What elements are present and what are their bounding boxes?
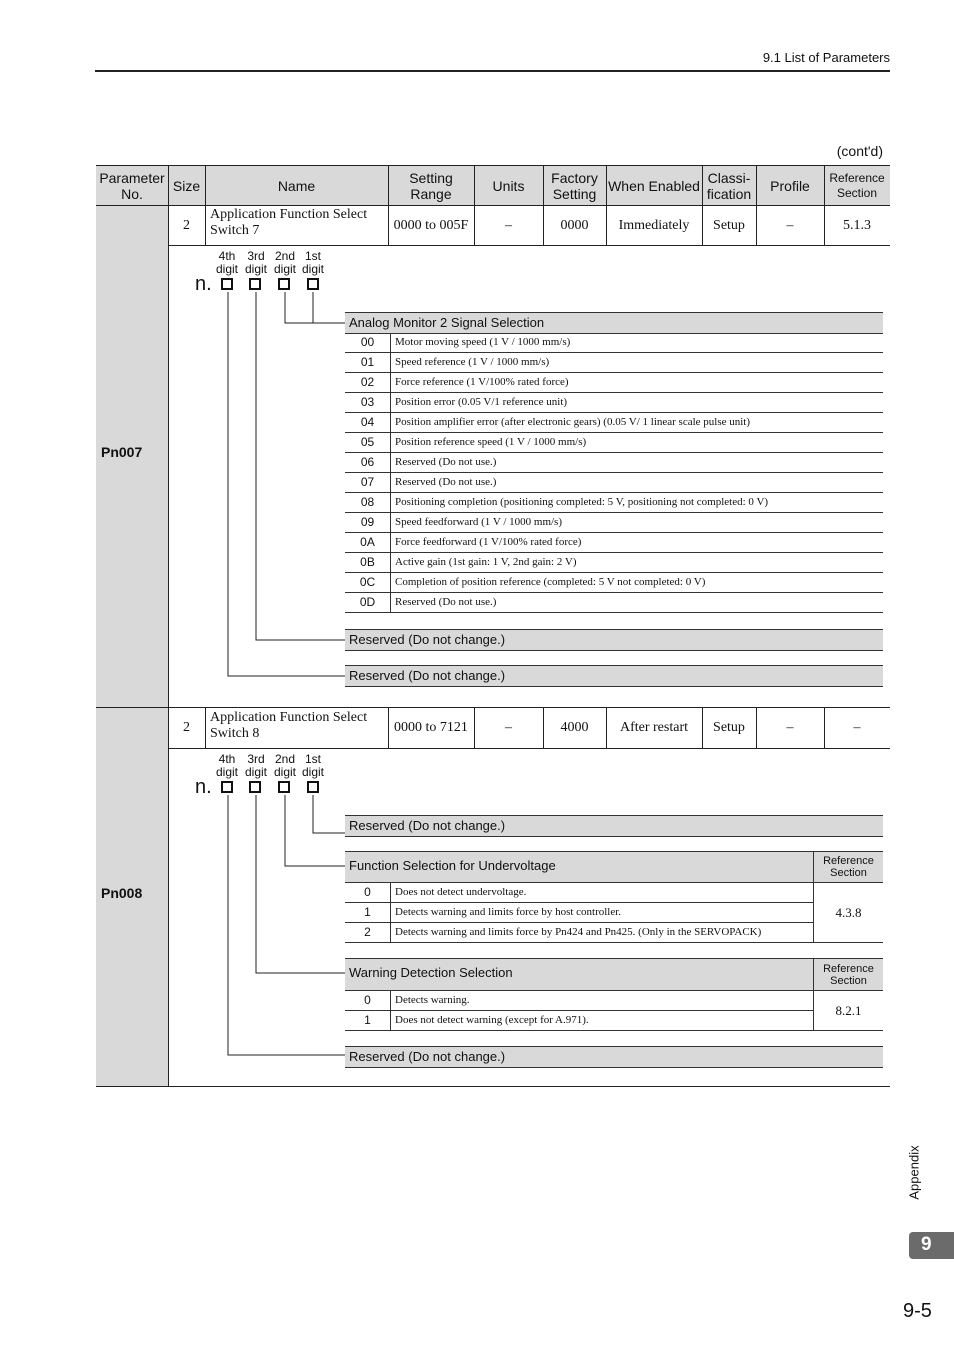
- option-code: 0: [364, 885, 371, 899]
- wd-ref-label: Reference Section: [823, 962, 874, 987]
- uv-bottom-rule: [813, 942, 883, 943]
- option-description: Speed reference (1 V / 1000 mm/s): [395, 356, 550, 368]
- contd-label: (cont'd): [836, 143, 883, 159]
- option-description: Detects warning and limits force by host controller.: [395, 906, 622, 918]
- wd-ref: 8.2.1: [835, 1003, 862, 1018]
- option-description: Detects warning and limits force by Pn424 and Pn425. (Only in the SERVOPACK): [395, 926, 762, 938]
- option-code: 1: [364, 905, 371, 919]
- uv-ref-label: Reference Section: [823, 855, 874, 879]
- uv-ref: 4.3.8: [835, 905, 862, 920]
- option-description: Reserved (Do not use.): [395, 596, 497, 608]
- pn008-ref: –: [853, 720, 861, 735]
- option-code: 0B: [360, 555, 375, 569]
- col-setting-range: Setting Range: [409, 169, 453, 202]
- pn008-size: 2: [183, 720, 190, 735]
- option-divider: [390, 923, 391, 942]
- option-description: Active gain (1st gain: 1 V, 2nd gain: 2 V): [395, 556, 577, 568]
- digit-label-2nd: 2nd digit: [273, 249, 296, 276]
- pn007-size: 2: [183, 217, 190, 233]
- pn008-class: Setup: [713, 720, 745, 735]
- option-code: 0C: [359, 575, 376, 589]
- option-code: 09: [360, 515, 375, 529]
- pn007-reserved-4th: Reserved (Do not change.): [345, 665, 883, 687]
- col-name: Name: [277, 177, 316, 194]
- pn008-factory: 4000: [560, 720, 589, 735]
- option-code: 0A: [360, 535, 375, 549]
- pn008-range: 0000 to 7121: [394, 720, 468, 735]
- option-description: Completion of position reference (completed: 5 V not completed: 0 V): [395, 576, 706, 588]
- pn007-ref: 5.1.3: [843, 217, 871, 233]
- option-description: Position error (0.05 V/1 reference unit): [395, 396, 568, 408]
- option-code: 06: [360, 455, 375, 469]
- option-code: 0: [364, 993, 371, 1007]
- appendix-tab-label: Appendix: [906, 1145, 922, 1200]
- chapter-number: 9: [921, 1234, 932, 1255]
- option-description: Motor moving speed (1 V / 1000 mm/s): [395, 336, 571, 348]
- pn008-profile: –: [786, 720, 794, 735]
- option-code: 01: [360, 355, 375, 369]
- option-description: Positioning completion (positioning completed: 5 V, positioning not completed: 0 V): [395, 496, 769, 508]
- col-classification: Classi- fication: [706, 169, 752, 202]
- chapter-badge: [909, 1232, 954, 1259]
- option-description: Position reference speed (1 V / 1000 mm/s): [395, 436, 587, 448]
- option-description: Does not detect warning (except for A.971).: [395, 1014, 589, 1026]
- option-divider: [390, 903, 391, 922]
- option-description: Detects warning.: [395, 994, 470, 1006]
- pn007-name: Application Function Select Switch 7: [210, 207, 368, 238]
- pn007-class: Setup: [713, 217, 745, 233]
- digit-label-3rd: 3rd digit: [244, 752, 267, 779]
- option-code: 00: [360, 335, 375, 349]
- pn007-profile: –: [786, 217, 794, 233]
- digit-label-1st: 1st digit: [301, 752, 324, 779]
- option-description: Speed feedforward (1 V / 1000 mm/s): [395, 516, 563, 528]
- uv-title: Function Selection for Undervoltage: [349, 858, 556, 873]
- wd-bottom-rule: [813, 1030, 883, 1031]
- col-size: Size: [172, 177, 201, 194]
- col-param-no: Parameter No.: [99, 169, 165, 202]
- digit-label-4th: 4th digit: [215, 249, 238, 276]
- option-description: Force feedforward (1 V/100% rated force): [395, 536, 582, 548]
- option-row: [345, 903, 813, 923]
- option-code: 03: [360, 395, 375, 409]
- pn008-when: After restart: [619, 720, 689, 735]
- pn007-id: Pn007: [101, 444, 143, 460]
- col-units: Units: [492, 177, 525, 194]
- option-row: [345, 883, 813, 903]
- option-code: 08: [360, 495, 375, 509]
- pn008-name: Application Function Select Switch 8: [210, 710, 368, 741]
- pn008-units: –: [505, 720, 512, 735]
- pn008-reserved-1st: Reserved (Do not change.): [345, 815, 883, 837]
- option-code: 2: [364, 925, 371, 939]
- n-prefix: n.: [195, 273, 212, 295]
- option-code: 0D: [359, 595, 376, 609]
- col-factory-setting: Factory Setting: [551, 169, 598, 202]
- table-bottom-rule: [96, 1086, 890, 1087]
- n-prefix: n.: [195, 776, 212, 798]
- col-when-enabled: When Enabled: [608, 177, 700, 194]
- option-description: Force reference (1 V/100% rated force): [395, 376, 569, 388]
- running-header: 9.1 List of Parameters: [762, 50, 890, 65]
- col-reference-section: Reference Section: [829, 170, 885, 200]
- digit-label-3rd: 3rd digit: [244, 249, 267, 276]
- option-code: 02: [360, 375, 375, 389]
- option-code: 1: [364, 1013, 371, 1027]
- wd-title: Warning Detection Selection: [349, 965, 513, 980]
- option-divider: [390, 883, 391, 902]
- pn007-when: Immediately: [618, 217, 690, 233]
- analog-monitor-title: Analog Monitor 2 Signal Selection: [345, 312, 883, 334]
- pn008-reserved-4th: Reserved (Do not change.): [345, 1046, 883, 1068]
- option-description: Does not detect undervoltage.: [395, 886, 527, 898]
- option-description: Reserved (Do not use.): [395, 456, 497, 468]
- digit-label-2nd: 2nd digit: [273, 752, 296, 779]
- pn007-units: –: [505, 217, 512, 233]
- pn007-reserved-3rd: Reserved (Do not change.): [345, 629, 883, 651]
- option-description: Position amplifier error (after electronic gears) (0.05 V/ 1 linear scale pulse unit): [395, 416, 751, 428]
- option-row: [345, 991, 813, 1011]
- option-divider: [390, 1011, 391, 1030]
- pn007-factory: 0000: [560, 217, 589, 233]
- option-description: Reserved (Do not use.): [395, 476, 497, 488]
- option-divider: [390, 991, 391, 1010]
- col-profile: Profile: [770, 177, 810, 194]
- option-row: [345, 923, 813, 943]
- option-code: 04: [360, 415, 375, 429]
- digit-label-1st: 1st digit: [301, 249, 324, 276]
- pn007-range: 0000 to 005F: [393, 217, 469, 233]
- pn008-id: Pn008: [101, 885, 143, 901]
- option-code: 07: [360, 475, 375, 489]
- page-number: 9-5: [903, 1300, 932, 1322]
- option-code: 05: [360, 435, 375, 449]
- digit-label-4th: 4th digit: [215, 752, 238, 779]
- option-row: [345, 1011, 813, 1031]
